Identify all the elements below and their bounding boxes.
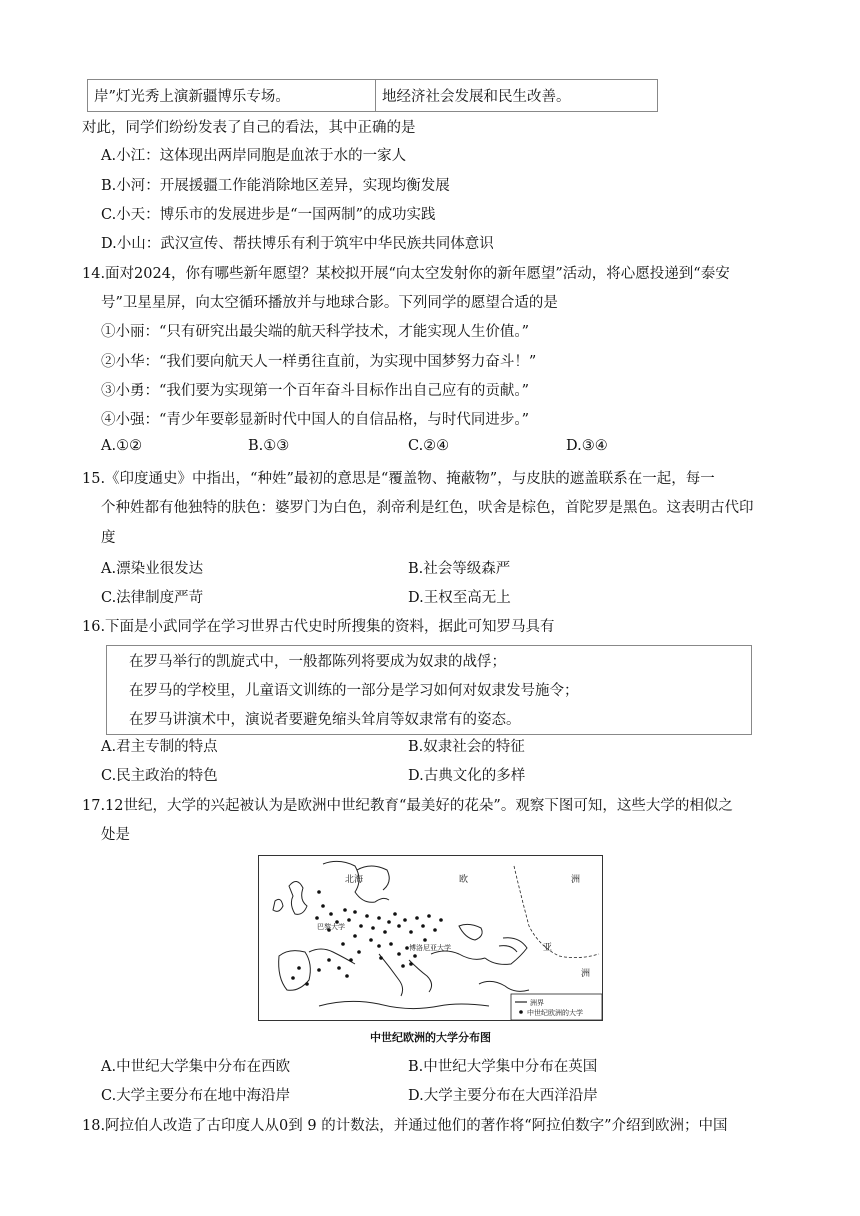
q18-stem-line1: 18.阿拉伯人改造了古印度人从0到 9 的计数法，并通过他们的著作将“阿拉伯数字”介绍到欧洲；中国	[82, 1118, 728, 1134]
label-asia-2: 洲	[581, 969, 591, 979]
q13-option-b: B.小河：开展援疆工作能消除地区差异，实现均衡发展	[101, 178, 450, 194]
label-europe-1: 欧	[459, 875, 469, 885]
q14-option-b: B.①③	[248, 438, 290, 454]
q15-stem-line2: 个种姓都有他独特的肤色：婆罗门为白色，刹帝利是红色，吠舍是棕色，首陀罗是黑色。这表明古代印	[101, 500, 754, 516]
label-north-sea: 北海	[345, 875, 364, 885]
q17-option-d: D.大学主要分布在大西洋沿岸	[408, 1088, 598, 1104]
q14-option-a: A.①②	[101, 438, 143, 454]
q16-option-c: C.民主政治的特色	[101, 768, 218, 784]
q13-stem: 对此，同学们纷纷发表了自己的看法，其中正确的是	[82, 120, 416, 136]
q14-stem-line2: 号”卫星星屏，向太空循环播放并与地球合影。下列同学的愿望合适的是	[101, 295, 558, 311]
university-distribution-map	[258, 855, 603, 1021]
map-svg	[259, 856, 603, 1021]
q14-stem-line1: 14.面对2024，你有哪些新年愿望？某校拟开展“向太空发射你的新年愿望”活动，将心愿投递到“泰安	[82, 266, 730, 282]
q15-stem-line3: 度	[101, 530, 116, 546]
q15-option-d: D.王权至高无上	[408, 590, 511, 606]
legend-university-symbol	[519, 1010, 523, 1014]
q15-option-a: A.漂染业很发达	[101, 561, 204, 577]
label-europe-2: 洲	[571, 875, 581, 885]
map-caption: 中世纪欧洲的大学分布图	[370, 1031, 491, 1044]
q16-option-a: A.君主专制的特点	[101, 739, 218, 755]
q13-option-d: D.小山：武汉宣传、帮扶博乐有利于筑牢中华民族共同体意识	[101, 236, 494, 252]
q15-option-c: C.法律制度严苛	[101, 590, 204, 606]
map-coastlines	[273, 861, 529, 1008]
q16-stem: 16.下面是小武同学在学习世界古代史时所搜集的资料，据此可知罗马具有	[82, 619, 555, 635]
top-table	[87, 79, 658, 112]
q14-option-d: D.③④	[566, 438, 608, 454]
q16-option-b: B.奴隶社会的特征	[408, 739, 525, 755]
top-table-right-cell	[376, 80, 657, 111]
label-bologna-university: 博洛尼亚大学	[409, 944, 451, 952]
q13-option-c: C.小天：博乐市的发展进步是“一国两制”的成功实践	[101, 207, 436, 223]
q15-option-b: B.社会等级森严	[408, 561, 511, 577]
q14-option-c: C.②④	[408, 438, 450, 454]
continent-boundary-line	[514, 866, 599, 958]
top-table-left-text: 岸”灯光秀上演新疆博乐专场。	[94, 89, 290, 105]
q16-source-line-2: 在罗马的学校里，儿童语文训练的一部分是学习如何对奴隶发号施令；	[129, 683, 579, 699]
q16-source-line-1: 在罗马举行的凯旋式中，一般都陈列将要成为奴隶的战俘；	[129, 654, 506, 670]
q14-item-3: ③小勇：“我们要为实现第一个百年奋斗目标作出自己应有的贡献。”	[101, 383, 530, 399]
q17-stem-line1: 17.12世纪，大学的兴起被认为是欧洲中世纪教育“最美好的花朵”。观察下图可知，这些大学的相似之	[82, 798, 733, 814]
q16-source-line-3: 在罗马讲演术中，演说者要避免缩头耸肩等奴隶常有的姿态。	[129, 712, 521, 728]
q14-item-2: ②小华：“我们要向航天人一样勇往直前，为实现中国梦努力奋斗！”	[101, 354, 537, 370]
q15-stem-line1: 15.《印度通史》中指出，“种姓”最初的意思是“覆盖物、掩蔽物”，与皮肤的遮盖联系在一起，每一	[82, 471, 715, 487]
legend-university-label: 中世纪欧洲的大学	[527, 1009, 583, 1017]
label-paris-university: 巴黎大学	[317, 923, 345, 931]
q13-option-a: A.小江：这体现出两岸同胞是血浓于水的一家人	[101, 148, 407, 164]
q14-item-1: ①小丽：“只有研究出最尖端的航天科学技术，才能实现人生价值。”	[101, 324, 530, 340]
top-table-right-text: 地经济社会发展和民生改善。	[382, 89, 571, 105]
legend-boundary-label: 洲界	[530, 999, 544, 1007]
label-asia-1: 亚	[543, 943, 553, 953]
top-table-left-cell	[88, 80, 376, 111]
q16-source-box	[106, 645, 752, 735]
q14-item-4: ④小强：“青少年要彰显新时代中国人的自信品格，与时代同进步。”	[101, 412, 530, 428]
q17-option-a: A.中世纪大学集中分布在西欧	[101, 1059, 291, 1075]
university-dots	[291, 890, 443, 986]
q16-option-d: D.古典文化的多样	[408, 768, 526, 784]
q17-stem-line2: 处是	[101, 827, 130, 843]
q17-option-b: B.中世纪大学集中分布在英国	[408, 1059, 598, 1075]
q17-option-c: C.大学主要分布在地中海沿岸	[101, 1088, 291, 1104]
